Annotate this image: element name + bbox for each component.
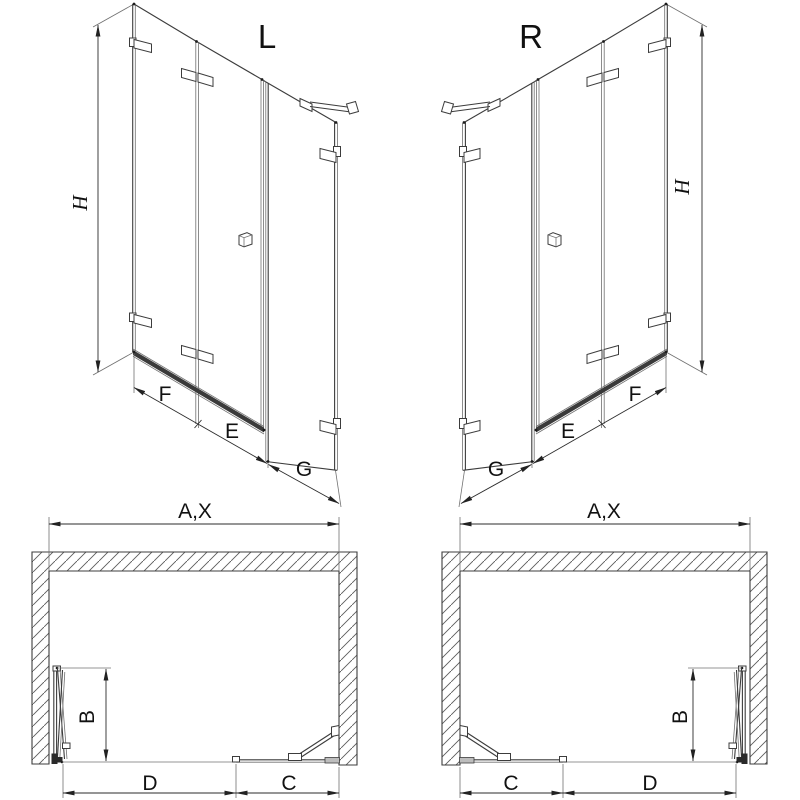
plan-view-right bbox=[442, 500, 767, 798]
dim-label-h-right: H bbox=[670, 179, 694, 195]
dim-label-f-left: F bbox=[158, 383, 172, 406]
dim-label-c-right: C bbox=[503, 772, 519, 795]
dim-label-c-left: C bbox=[281, 772, 297, 795]
dim-label-ax-right: A,X bbox=[587, 500, 621, 523]
dim-label-g-right: G bbox=[487, 458, 505, 481]
wall-hatching-left bbox=[32, 552, 357, 765]
perspective-view-left bbox=[0, 0, 400, 507]
perspective-view-right bbox=[442, 3, 708, 507]
dim-label-b-left: B bbox=[76, 709, 99, 725]
dim-label-g-left: G bbox=[295, 458, 313, 481]
dim-label-e-right: E bbox=[560, 420, 576, 443]
view-label-l: L bbox=[257, 18, 277, 55]
dim-label-d-left: D bbox=[142, 772, 158, 795]
dim-label-h-left: H bbox=[68, 195, 92, 211]
dim-label-b-right: B bbox=[669, 709, 692, 725]
dim-label-ax-left: A,X bbox=[178, 500, 212, 523]
plan-view-left bbox=[32, 500, 357, 798]
view-label-r: R bbox=[519, 18, 543, 55]
dim-label-e-left: E bbox=[224, 420, 240, 443]
dim-label-d-right: D bbox=[642, 772, 658, 795]
dim-label-f-right: F bbox=[628, 383, 642, 406]
wall-hatching-right bbox=[442, 552, 767, 765]
